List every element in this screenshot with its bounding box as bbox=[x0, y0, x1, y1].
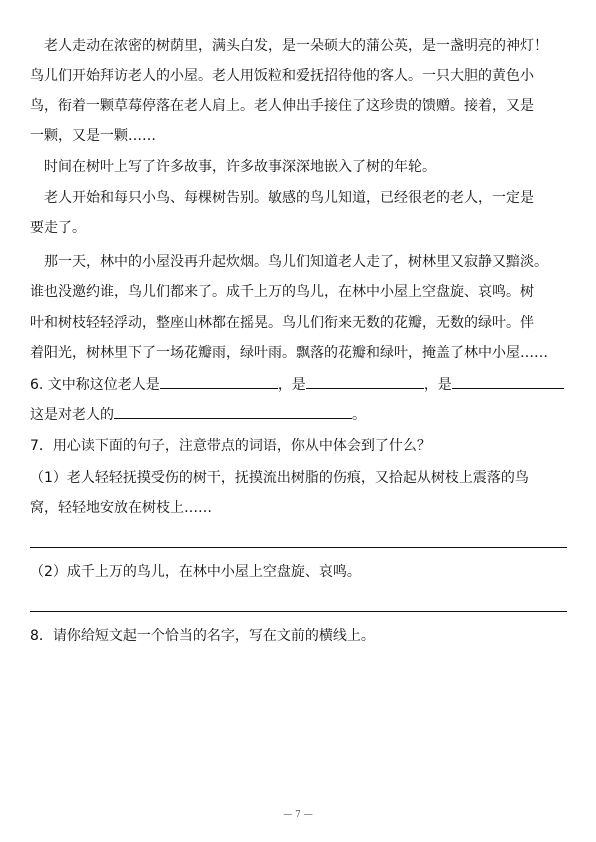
passage-line: 一颗，又是一颗…… bbox=[30, 128, 156, 144]
question-7-sentence-1-line-2 bbox=[30, 498, 570, 518]
sentence-text: 的鸟儿，在林中小屋上空 bbox=[122, 564, 277, 580]
dotted-character: 上 bbox=[94, 564, 109, 580]
passage-line: 老人开始和每只小鸟、每棵树告别。敏感的鸟儿知道，已经很老的老人，一定是 bbox=[30, 190, 534, 206]
dotted-character: 地 bbox=[86, 500, 100, 516]
page-number: — 7 — bbox=[283, 810, 313, 820]
passage-line: 谁也没邀约谁，鸟儿们都来了。成千上万的鸟儿，在林中小屋上空盘旋、哀鸣。树 bbox=[30, 284, 534, 300]
sentence-text: 。 bbox=[346, 564, 361, 580]
question-6-line-1 bbox=[30, 374, 570, 395]
dotted-character: 轻 bbox=[58, 500, 72, 516]
dotted-character: 成 bbox=[66, 564, 81, 580]
dotted-character: 盘 bbox=[276, 564, 291, 580]
question-6-line-2 bbox=[30, 404, 570, 425]
passage-line: 老人走动在浓密的树荫里，满头白发，是一朵硕大的蒲公英，是一盏明亮的神灯！ bbox=[30, 38, 548, 54]
answer-blank-3[interactable] bbox=[452, 374, 564, 389]
passage-line: 要走了。 bbox=[30, 220, 86, 236]
dotted-word bbox=[277, 564, 305, 580]
sentence-text: 安放在树枝上…… bbox=[100, 500, 212, 516]
dotted-character: 旋 bbox=[290, 564, 305, 580]
answer-blank-4[interactable] bbox=[114, 404, 352, 419]
dotted-character: 千 bbox=[80, 564, 95, 580]
dotted-word bbox=[67, 564, 123, 580]
question-7-title: 7．用心读下面的句子，注意带点的词语，你从中体会到了什么？ bbox=[30, 438, 431, 454]
answer-line-2[interactable] bbox=[30, 611, 567, 612]
answer-blank-1[interactable] bbox=[160, 374, 278, 389]
question-6-prefix: 6. 文中称这位老人是 bbox=[30, 377, 160, 393]
sentence-text: （2） bbox=[30, 564, 67, 580]
passage-line: 着阳光，树林里下了一场花瓣雨，绿叶雨。飘落的花瓣和绿叶，掩盖了林中小屋…… bbox=[30, 345, 548, 361]
dotted-character: 哀 bbox=[318, 564, 333, 580]
sentence-text: 、 bbox=[304, 564, 319, 580]
passage-line: 叶和树枝轻轻浮动，整座山林都在摇晃。鸟儿们衔来无数的花瓣，无数的绿叶。伴 bbox=[30, 315, 534, 331]
passage-line: 时间在树叶上写了许多故事，许多故事深深地嵌入了树的年轮。 bbox=[30, 159, 436, 175]
passage-line: 鸟儿们开始拜访老人的小屋。老人用饭粒和爱抚招待他的客人。一只大胆的黄色小 bbox=[30, 68, 534, 84]
question-6-line2-suffix: 。 bbox=[352, 407, 366, 423]
passage-line: 鸟，衔着一颗草莓停落在老人肩上。老人伸出手接住了这珍贵的馈赠。接着，又是 bbox=[30, 98, 534, 114]
question-6-sep: ，是 bbox=[423, 377, 452, 393]
question-6-line2-prefix: 这是对老人的 bbox=[30, 407, 114, 423]
dotted-character: 万 bbox=[108, 564, 123, 580]
dotted-character: 轻 bbox=[72, 500, 86, 516]
dotted-word bbox=[319, 564, 347, 580]
answer-blank-2[interactable] bbox=[306, 374, 424, 389]
question-7-sentence-2 bbox=[30, 562, 570, 582]
dotted-character: 鸣 bbox=[332, 564, 347, 580]
dotted-word bbox=[58, 500, 100, 516]
question-6-sep: ，是 bbox=[277, 377, 306, 393]
question-8: 8．请你给短文起一个恰当的名字，写在文前的横线上。 bbox=[30, 628, 375, 644]
sentence-text: 窝， bbox=[30, 500, 58, 516]
answer-line-1[interactable] bbox=[30, 547, 567, 548]
passage-line: 那一天，林中的小屋没再升起炊烟。鸟儿们知道老人走了，树林里又寂静又黯淡。 bbox=[30, 254, 548, 270]
question-7-sentence-1-line-1: （1）老人轻轻抚摸受伤的树干，抚摸流出树脂的伤痕，又拾起从树枝上震落的鸟 bbox=[30, 470, 529, 486]
